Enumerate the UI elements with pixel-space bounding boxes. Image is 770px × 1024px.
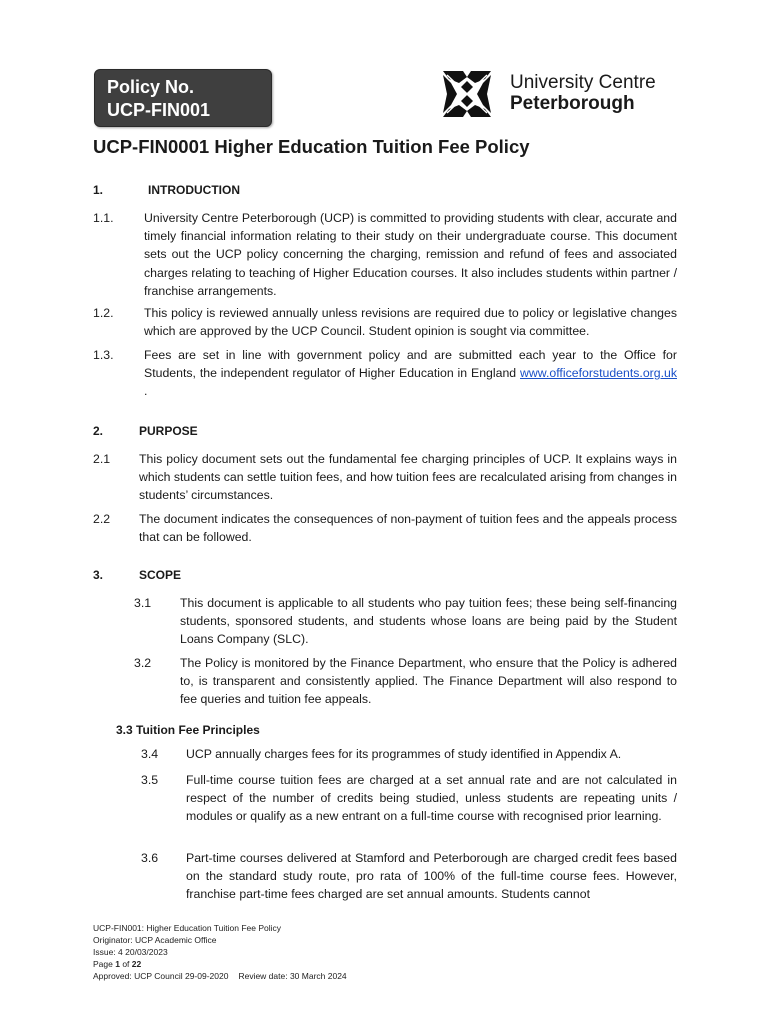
footer-originator: Originator: UCP Academic Office xyxy=(93,935,217,945)
page-footer xyxy=(93,922,347,982)
section-title: SCOPE xyxy=(139,568,182,582)
clause-number: 2.2 xyxy=(93,512,111,526)
section-title: PURPOSE xyxy=(139,424,198,438)
clause-2-1 xyxy=(93,450,677,506)
clause-text: UCP annually charges fees for its programmes of study identified in Appendix A. xyxy=(186,747,622,761)
clause-number: 2.1 xyxy=(93,452,111,466)
clause-number: 3.4 xyxy=(141,747,159,761)
clause-text: This policy is reviewed annually unless revisions are required due to policy or legislative changes which are approved by the UCP Council. Student opinion is sought via committee. xyxy=(144,306,677,339)
clause-text: University Centre Peterborough (UCP) is committed to providing students with clear, accurate and timely financial information relating to their study on their undergraduate course. This document sets out the UCP policy concerning the charging, remission and refund of fees and associated charges relating to teaching of Higher Education courses. It also includes students within partner / franchise arrangements. xyxy=(144,211,677,298)
logo-text-line2: Peterborough xyxy=(510,93,635,114)
office-for-students-link[interactable]: www.officeforstudents.org.uk xyxy=(520,366,677,381)
page-current: 1 xyxy=(115,959,120,969)
policy-number: UCP-FIN001 xyxy=(107,100,211,120)
clause-text xyxy=(144,346,677,401)
page-total: 22 xyxy=(131,959,142,969)
clause-3-2 xyxy=(134,654,677,710)
clause-1-3 xyxy=(93,346,677,402)
section-title: INTRODUCTION xyxy=(148,183,240,197)
section-heading-scope xyxy=(93,567,393,584)
clause-text: The document indicates the consequences of non-payment of tuition fees and the appeals process that can be followed. xyxy=(139,512,677,545)
clause-text: This policy document sets out the fundamental fee charging principles of UCP. It explains ways in which students can settle tuition fees, and how tuition fees are recalculated arising from changes in students’ circumstances. xyxy=(139,452,677,503)
section-number: 1. xyxy=(93,183,104,197)
clause-number: 3.5 xyxy=(141,773,159,787)
clause-text-end: . xyxy=(144,384,148,399)
clause-1-2 xyxy=(93,304,677,342)
ucp-logo-icon xyxy=(441,69,493,119)
footer-approval xyxy=(93,970,347,982)
clause-text: Full-time course tuition fees are charged at a set annual rate and are not calculated in respect of the number of credits being studied, unless students are repeating units / modules or qualify as a new entrant on a full-time course with recognised prior learning. xyxy=(186,773,677,824)
clause-text: The Policy is monitored by the Finance Department, who ensure that the Policy is adhered to, is transparent and consistently applied. The Finance Department will also respond to fee queries and tuition fee appeals. xyxy=(180,656,677,707)
section-heading-purpose xyxy=(93,423,393,440)
footer-issue: Issue: 4 20/03/2023 xyxy=(93,947,168,957)
policy-number-box xyxy=(94,69,272,127)
clause-number: 1.3. xyxy=(93,348,114,362)
page-of: of xyxy=(119,959,132,969)
logo-wordmark xyxy=(510,72,656,114)
logo-text-line1: University Centre xyxy=(510,72,656,93)
section-number: 2. xyxy=(93,424,104,438)
clause-text: Part-time courses delivered at Stamford and Peterborough are charged credit fees based on the standard study route, pro rata of 100% of the full-time course fees. However, franchise part-time fees charged are set annual amounts. Students cannot xyxy=(186,851,677,902)
footer-page-number xyxy=(93,958,347,970)
clause-text-body: Fees are set in line with government policy and are submitted each year to the Office for Students, the independent regulator of Higher Education in England xyxy=(144,348,677,381)
review-date: Review date: 30 March 2024 xyxy=(238,971,347,981)
approved-text: Approved: UCP Council 29-09-2020 xyxy=(93,971,229,981)
clause-number: 3.6 xyxy=(141,851,159,865)
clause-3-4 xyxy=(141,745,677,765)
clause-3-6 xyxy=(141,849,677,923)
section-number: 3. xyxy=(93,568,104,582)
section-heading-introduction xyxy=(93,182,393,199)
clause-3-5 xyxy=(141,771,677,845)
clause-3-1 xyxy=(134,594,677,650)
subsection-heading-tuition-fee-principles: 3.3 Tuition Fee Principles xyxy=(116,723,260,737)
document-title: UCP-FIN0001 Higher Education Tuition Fee Policy xyxy=(93,136,530,157)
clause-number: 1.2. xyxy=(93,306,114,320)
clause-1-1 xyxy=(93,209,677,301)
clause-number: 3.1 xyxy=(134,596,152,610)
page-label: Page xyxy=(93,959,116,969)
clause-number: 3.2 xyxy=(134,656,152,670)
clause-2-2 xyxy=(93,510,677,548)
clause-number: 1.1. xyxy=(93,211,114,225)
footer-document-name: UCP-FIN001: Higher Education Tuition Fee Policy xyxy=(93,923,282,933)
clause-text: This document is applicable to all students who pay tuition fees; these being self-financing students, sponsored students, and students whose loans are being paid by the Student Loans Company (SLC). xyxy=(180,596,677,647)
policy-label: Policy No. xyxy=(107,77,195,97)
